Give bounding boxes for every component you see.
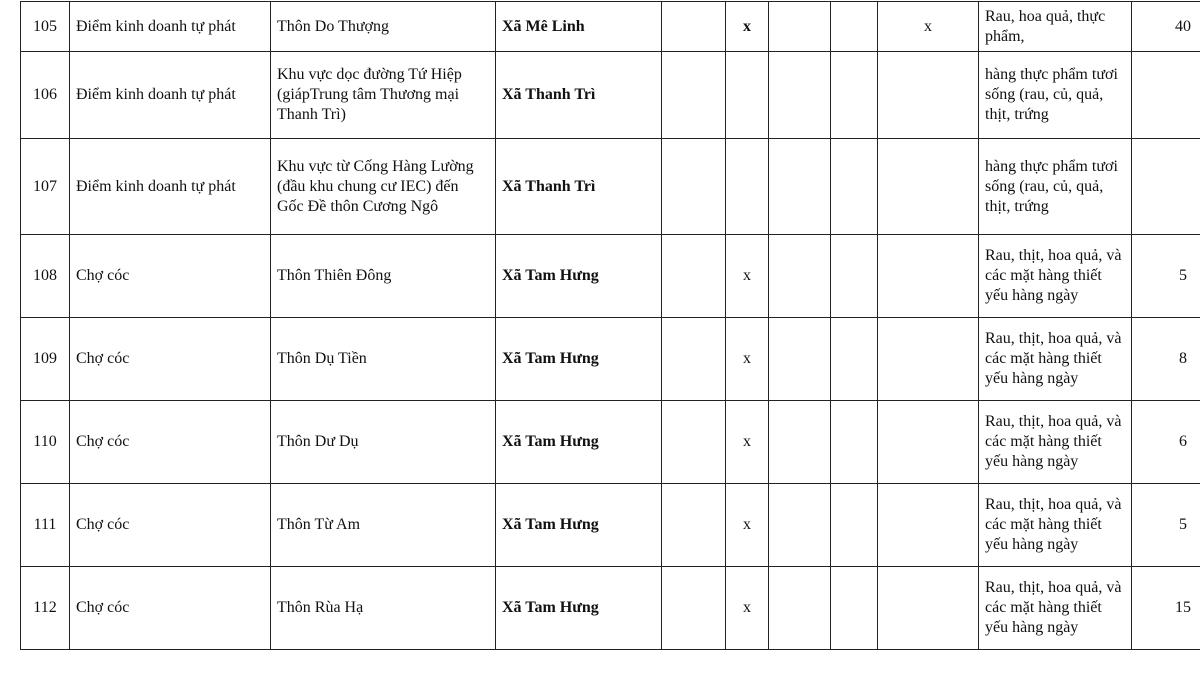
mark-cell xyxy=(878,235,979,318)
mark-cell xyxy=(662,401,726,484)
mark-cell xyxy=(662,139,726,235)
mark-cell xyxy=(831,52,878,139)
goods-description: Rau, thịt, hoa quả, và các mặt hàng thiết yếu hàng ngày xyxy=(979,235,1132,318)
market-type: Chợ cóc xyxy=(70,318,271,401)
quantity xyxy=(1132,139,1200,235)
mark-cell xyxy=(831,484,878,567)
mark-cell xyxy=(831,567,878,650)
mark-cell xyxy=(662,567,726,650)
market-type: Điểm kinh doanh tự phát xyxy=(70,52,271,139)
row-number: 110 xyxy=(21,401,70,484)
mark-cell: x xyxy=(726,318,769,401)
mark-cell xyxy=(878,401,979,484)
mark-cell xyxy=(769,235,831,318)
mark-cell xyxy=(831,318,878,401)
table-row xyxy=(21,318,1200,401)
market-table xyxy=(20,1,1200,650)
goods-description: Rau, thịt, hoa quả, và các mặt hàng thiết yếu hàng ngày xyxy=(979,484,1132,567)
mark-cell xyxy=(831,2,878,52)
mark-cell xyxy=(878,567,979,650)
market-type: Chợ cóc xyxy=(70,567,271,650)
commune-name: Xã Tam Hưng xyxy=(496,401,662,484)
quantity: 8 xyxy=(1132,318,1200,401)
quantity: 15 xyxy=(1132,567,1200,650)
market-location: Thôn Rùa Hạ xyxy=(271,567,496,650)
mark-cell: x xyxy=(726,484,769,567)
mark-cell xyxy=(769,401,831,484)
mark-cell xyxy=(878,139,979,235)
table-row xyxy=(21,401,1200,484)
mark-cell xyxy=(831,235,878,318)
commune-name: Xã Mê Linh xyxy=(496,2,662,52)
goods-description: Rau, thịt, hoa quả, và các mặt hàng thiết yếu hàng ngày xyxy=(979,567,1132,650)
mark-cell: x xyxy=(878,2,979,52)
mark-cell xyxy=(769,2,831,52)
mark-cell: x xyxy=(726,401,769,484)
mark-cell xyxy=(662,52,726,139)
market-location: Thôn Do Thượng xyxy=(271,2,496,52)
goods-description: hàng thực phẩm tươi sống (rau, củ, quả, thịt, trứng xyxy=(979,52,1132,139)
mark-cell xyxy=(726,139,769,235)
market-location: Khu vực dọc đường Tứ Hiệp (giápTrung tâm Thương mại Thanh Trì) xyxy=(271,52,496,139)
mark-cell xyxy=(878,318,979,401)
market-location: Thôn Thiên Đông xyxy=(271,235,496,318)
goods-description: hàng thực phẩm tươi sống (rau, củ, quả, thịt, trứng xyxy=(979,139,1132,235)
quantity: 5 xyxy=(1132,235,1200,318)
mark-cell xyxy=(831,401,878,484)
quantity: 40 xyxy=(1132,2,1200,52)
market-type: Chợ cóc xyxy=(70,235,271,318)
mark-cell xyxy=(769,567,831,650)
quantity: 6 xyxy=(1132,401,1200,484)
mark-cell xyxy=(769,484,831,567)
commune-name: Xã Thanh Trì xyxy=(496,139,662,235)
table-row xyxy=(21,235,1200,318)
mark-cell xyxy=(878,484,979,567)
commune-name: Xã Thanh Trì xyxy=(496,52,662,139)
row-number: 111 xyxy=(21,484,70,567)
mark-cell xyxy=(769,139,831,235)
table-row xyxy=(21,2,1200,52)
quantity: 5 xyxy=(1132,484,1200,567)
mark-cell xyxy=(662,2,726,52)
table-row xyxy=(21,567,1200,650)
table-row xyxy=(21,484,1200,567)
market-location: Thôn Dư Dụ xyxy=(271,401,496,484)
goods-description: Rau, hoa quả, thực phẩm, xyxy=(979,2,1132,52)
commune-name: Xã Tam Hưng xyxy=(496,235,662,318)
table-row xyxy=(21,52,1200,139)
commune-name: Xã Tam Hưng xyxy=(496,567,662,650)
mark-cell xyxy=(726,52,769,139)
row-number: 112 xyxy=(21,567,70,650)
market-type: Chợ cóc xyxy=(70,401,271,484)
market-location: Khu vực từ Cống Hàng Lường (đầu khu chung cư IEC) đến Gốc Đề thôn Cương Ngô xyxy=(271,139,496,235)
mark-cell xyxy=(662,484,726,567)
commune-name: Xã Tam Hưng xyxy=(496,318,662,401)
row-number: 107 xyxy=(21,139,70,235)
goods-description: Rau, thịt, hoa quả, và các mặt hàng thiết yếu hàng ngày xyxy=(979,401,1132,484)
row-number: 106 xyxy=(21,52,70,139)
mark-cell xyxy=(769,52,831,139)
mark-cell: x xyxy=(726,567,769,650)
mark-cell xyxy=(662,235,726,318)
market-type: Điểm kinh doanh tự phát xyxy=(70,139,271,235)
market-location: Thôn Dụ Tiền xyxy=(271,318,496,401)
mark-cell xyxy=(831,139,878,235)
mark-cell xyxy=(878,52,979,139)
mark-cell xyxy=(662,318,726,401)
market-type: Điểm kinh doanh tự phát xyxy=(70,2,271,52)
mark-cell: x xyxy=(726,2,769,52)
mark-cell xyxy=(769,318,831,401)
commune-name: Xã Tam Hưng xyxy=(496,484,662,567)
goods-description: Rau, thịt, hoa quả, và các mặt hàng thiết yếu hàng ngày xyxy=(979,318,1132,401)
market-location: Thôn Từ Am xyxy=(271,484,496,567)
row-number: 108 xyxy=(21,235,70,318)
row-number: 105 xyxy=(21,2,70,52)
quantity xyxy=(1132,52,1200,139)
mark-cell: x xyxy=(726,235,769,318)
table-row xyxy=(21,139,1200,235)
row-number: 109 xyxy=(21,318,70,401)
market-type: Chợ cóc xyxy=(70,484,271,567)
